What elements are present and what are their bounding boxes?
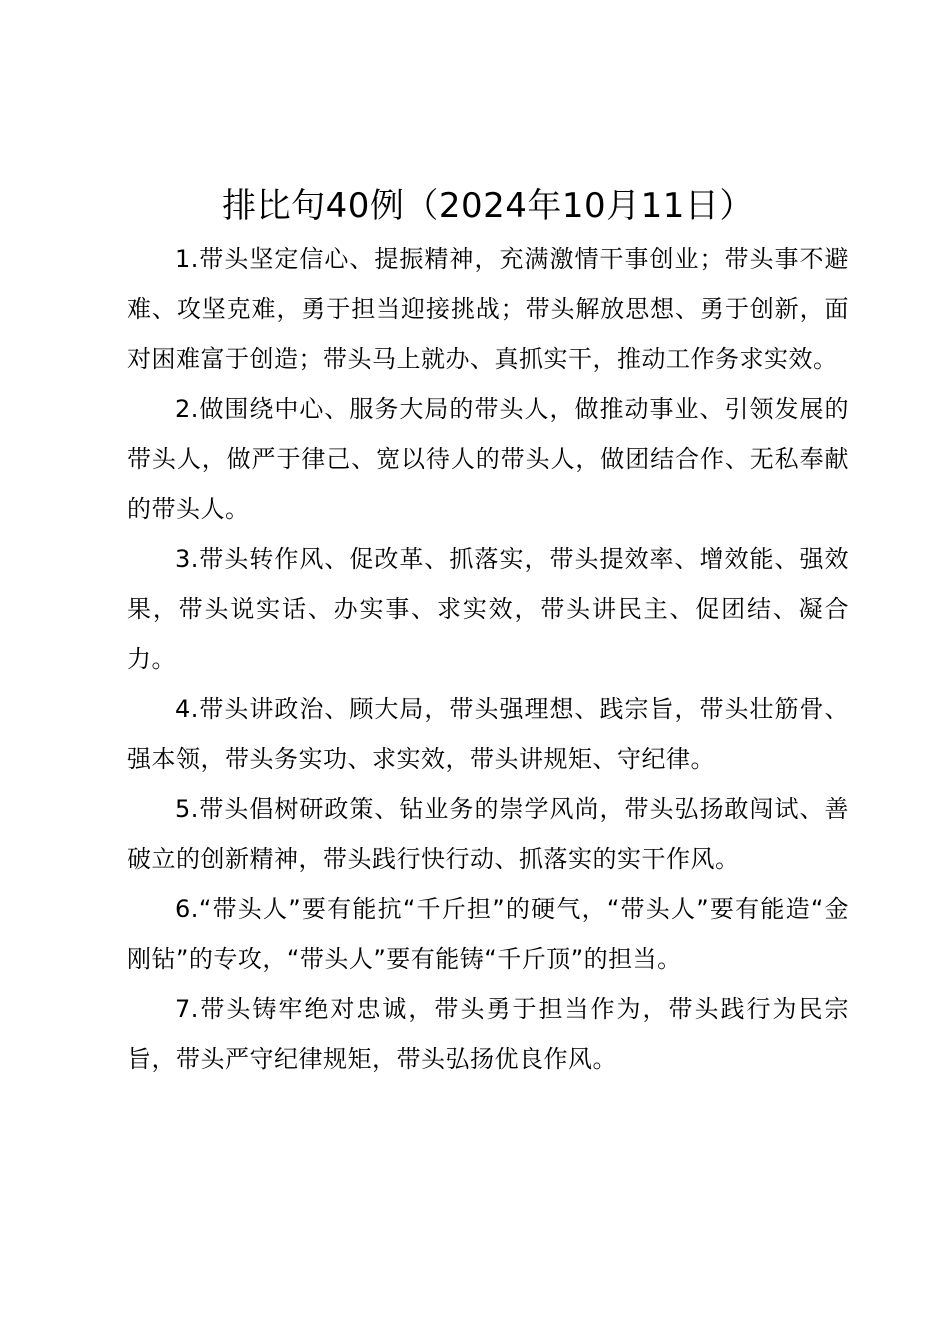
paragraph-5: 5.带头倡树研政策、钻业务的崇学风尚，带头弘扬敢闯试、善破立的创新精神，带头践行快行动、抓落实的实干作风。 [127,795,849,873]
paragraph-4: 4.带头讲政治、顾大局，带头强理想、践宗旨，带头壮筋骨、强本领，带头务实功、求实效，带头讲规矩、守纪律。 [127,695,849,773]
paragraph-7: 7.带头铸牢绝对忠诚，带头勇于担当作为，带头践行为民宗旨，带头严守纪律规矩，带头弘扬优良作风。 [127,995,849,1073]
paragraph-6: 6.“带头人”要有能抗“千斤担”的硬气，“带头人”要有能造“金刚钻”的专攻，“带头人”要有能铸“千斤顶”的担当。 [127,895,849,973]
document-title: 排比句40例（2024年10月11日） [222,186,754,226]
paragraph-1: 1.带头坚定信心、提振精神，充满激情干事创业；带头事不避难、攻坚克难，勇于担当迎接挑战；带头解放思想、勇于创新，面对困难富于创造；带头马上就办、真抓实干，推动工作务求实效。 [127,245,849,373]
document-page [127,178,849,1084]
paragraph-3: 3.带头转作风、促改革、抓落实，带头提效率、增效能、强效果，带头说实话、办实事、求实效，带头讲民主、促团结、凝合力。 [127,545,849,673]
paragraph-2: 2.做围绕中心、服务大局的带头人，做推动事业、引领发展的带头人，做严于律己、宽以待人的带头人，做团结合作、无私奉献的带头人。 [127,395,849,523]
